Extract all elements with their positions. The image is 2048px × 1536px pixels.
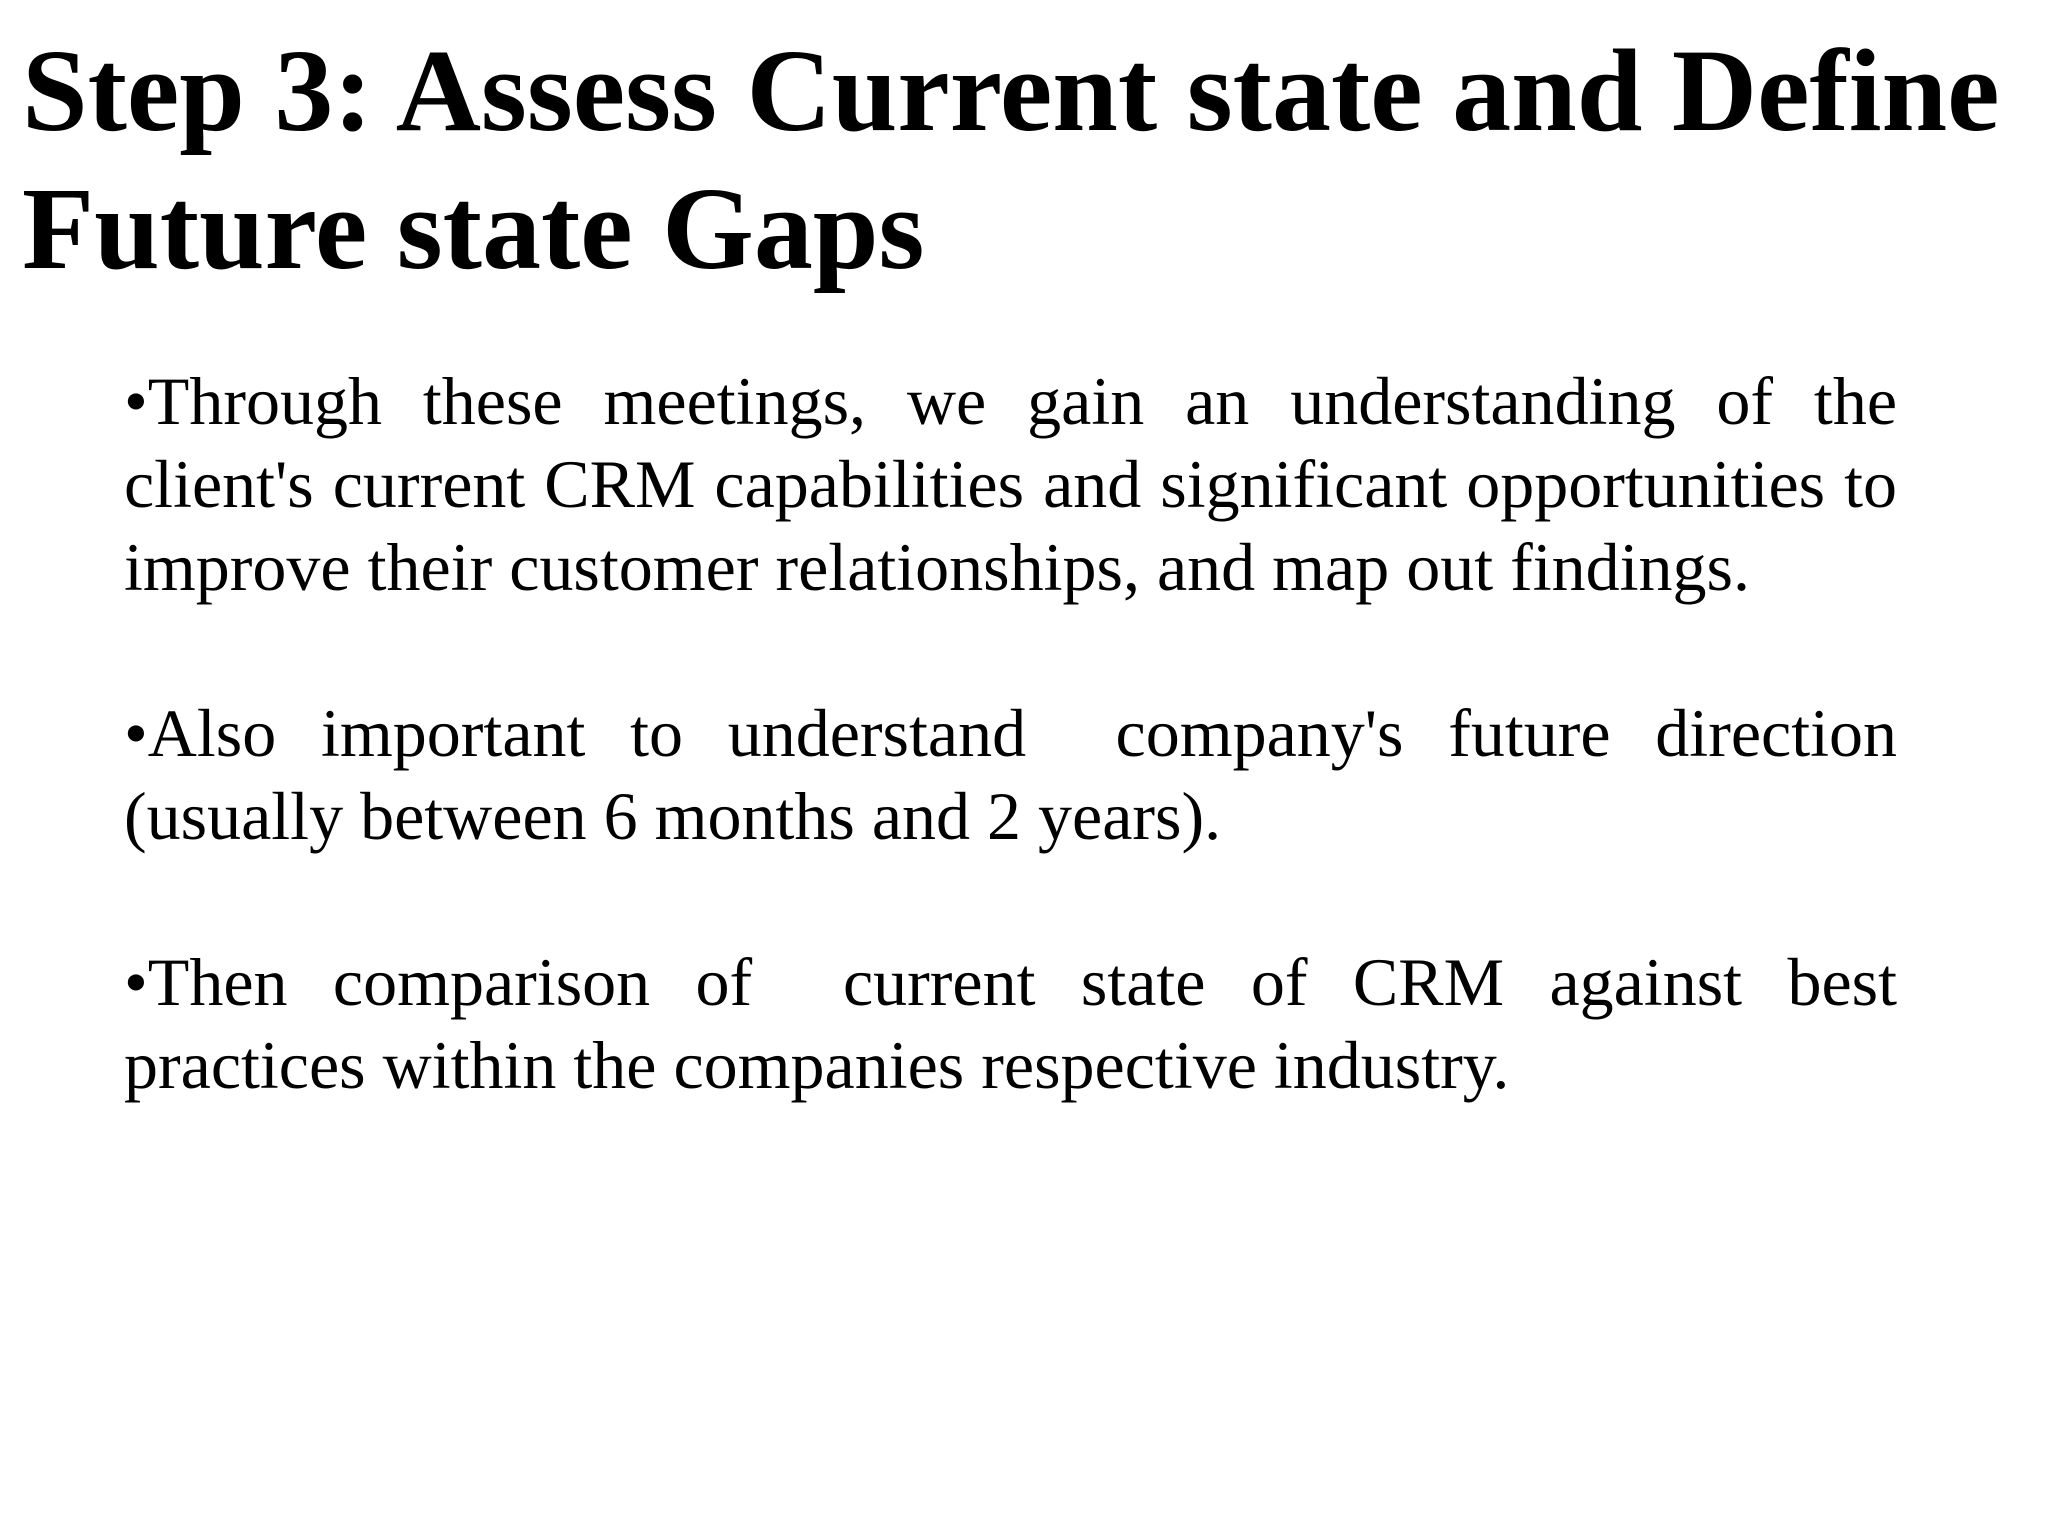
- bullet-item-best-practices-comparison: •Then comparison of current state of CRM against best practices within the companies respective industry.: [124, 944, 1914, 1103]
- bullet-item-future-direction: •Also important to understand company's future direction (usually between 6 months and 2 years).: [124, 695, 1914, 854]
- slide-title: Step 3: Assess Current state and Define Future state Gaps: [22, 25, 2000, 294]
- bullet-list: [124, 360, 1914, 1190]
- bullet-item-meetings-understanding: •Through these meetings, we gain an understanding of the client's current CRM capabilities and significant opportunities to improve their customer relationships, and map out findings.: [124, 363, 1914, 605]
